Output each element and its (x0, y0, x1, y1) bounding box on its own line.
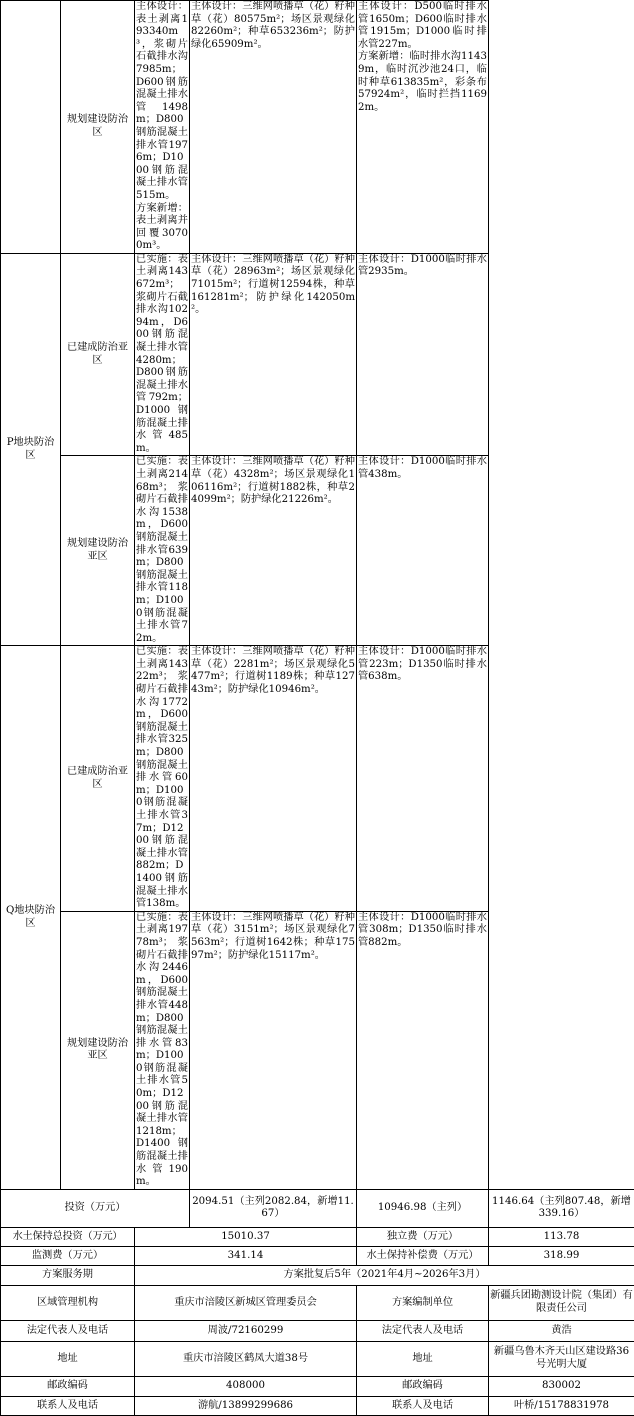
zone-cell-q: Q地块防治区 (1, 646, 61, 1190)
temporary-measures-cell: 主体设计：D1000临时排水管223m；D1350临时排水管638m。 (357, 646, 489, 911)
compensation-fee-label: 水土保持补偿费（万元） (357, 1246, 489, 1265)
postcode-value: 408000 (135, 1376, 357, 1396)
service-period-value: 方案批复后5年（2021年4月~2026年3月） (135, 1265, 634, 1285)
investment-row (1, 1189, 634, 1227)
plant-measures-cell: 主体设计：三维网喷播草（花）籽种草（花）2281m²；场区景观绿化5477m²；行道树1189株；种草12743m²；防护绿化10946m²。 (190, 646, 357, 911)
total-investment-label: 水土保持总投资（万元） (1, 1227, 135, 1246)
management-org-label: 区域管理机构 (1, 1285, 135, 1320)
subzone-cell: 已建成防治亚区 (61, 646, 135, 911)
contact-row (1, 1320, 634, 1341)
plant-measures-cell: 主体设计：三维网喷播草（花）籽种草（花）3151m²；场区景观绿化7563m²；行道树1642株；种草17597m²；防护绿化15117m²。 (190, 911, 357, 1189)
postcode-label-2: 邮政编码 (357, 1376, 489, 1396)
plan-author-label: 方案编制单位 (357, 1285, 489, 1320)
engineering-measures-text: 主体设计：表土剥离193340m³，浆砌片石截排水沟7985m；D600钢筋混凝土排水管1498m；D800钢筋混凝土排水管1976m；D1000钢筋混凝土排水管515m。 (136, 1, 188, 203)
plant-measures-cell: 主体设计：三维网喷播草（花）籽种草（花）4328m²；场区景观绿化106116m²；行道树1882株，种草24099m²；防护绿化21226m²。 (190, 456, 357, 646)
address-label: 地址 (1, 1341, 135, 1376)
subzone-cell: 规划建设防治区 (61, 1, 135, 254)
zone-cell-empty (1, 1, 61, 254)
subzone-cell: 规划建设防治亚区 (61, 911, 135, 1189)
independent-fee-value: 113.78 (489, 1227, 634, 1246)
contact-person-value: 游航/13899299686 (135, 1396, 357, 1415)
management-org-value: 重庆市涪陵区新城区管理委员会 (135, 1285, 357, 1320)
investment-temporary: 1146.64（主列807.48，新增339.16） (489, 1189, 634, 1227)
contact-row (1, 1285, 634, 1320)
service-period-label: 方案服务期 (1, 1265, 135, 1285)
contact-row (1, 1376, 634, 1396)
engineering-measures-cell: 已实施：表土剥离143672m³；浆砌片石截排水沟10294m，D600钢筋混凝土排水管4280m；D800钢筋混凝土排水管792m；D1000钢筋混凝土排水管485m。 (135, 253, 190, 456)
postcode-label: 邮政编码 (1, 1376, 135, 1396)
table-row (1, 253, 634, 456)
investment-engineering: 2094.51（主列2082.84，新增11.67） (190, 1189, 357, 1227)
address-value: 重庆市涪陵区鹤凤大道38号 (135, 1341, 357, 1376)
address-value-2: 新疆乌鲁木齐天山区建设路36号光明大厦 (489, 1341, 634, 1376)
legal-rep-value: 周波/72160299 (135, 1320, 357, 1341)
legal-rep-value-2: 黄浩 (489, 1320, 634, 1341)
compensation-fee-value: 318.99 (489, 1246, 634, 1265)
total-investment-value: 15010.37 (135, 1227, 357, 1246)
table-row (1, 1, 634, 254)
contact-row (1, 1396, 634, 1415)
plant-measures-cell: 主体设计：三维网喷播草（花）籽种草（花）80575m²；场区景观绿化82260m²；种草653236m²；防护绿化65909m²。 (190, 1, 357, 254)
table-row (1, 456, 634, 646)
postcode-value-2: 830002 (489, 1376, 634, 1396)
table-row (1, 911, 634, 1189)
table-row (1, 646, 634, 911)
contact-row (1, 1341, 634, 1376)
engineering-new-measures-text: 方案新增：表土剥离并回覆30700m³。 (136, 203, 188, 253)
monitoring-row (1, 1246, 634, 1265)
monitoring-fee-value: 341.14 (135, 1246, 357, 1265)
legal-rep-label: 法定代表人及电话 (1, 1320, 135, 1341)
zone-cell-p: P地块防治区 (1, 253, 61, 645)
total-investment-row (1, 1227, 634, 1246)
engineering-measures-cell: 已实施：表土剥离14322m³；浆砌片石截排水沟1772m，D600钢筋混凝土排水管325m；D800钢筋混凝土排水管60m；D1000钢筋混凝土排水管37m；D1200钢筋混凝土排水管882m；D1400钢筋混凝土排水管138m。 (135, 646, 190, 911)
engineering-measures-cell: 已实施：表土剥离19778m³；浆砌片石截排水沟2446m，D600钢筋混凝土排水管448m；D800钢筋混凝土排水管83m；D1000钢筋混凝土排水管50m；D1200钢筋混凝土排水管1218m；D1400钢筋混凝土排水管190m。 (135, 911, 190, 1189)
temporary-measures-cell: 主体设计：D1000临时排水管2935m。 (357, 253, 489, 456)
plan-author-value: 新疆兵团勘测设计院（集团）有限责任公司 (489, 1285, 634, 1320)
contact-person-label: 联系人及电话 (1, 1396, 135, 1415)
temporary-measures-cell: 主体设计：D1000临时排水管308m；D1350临时排水管882m。 (357, 911, 489, 1189)
contact-person-value-2: 叶桥/15178831978 (489, 1396, 634, 1415)
engineering-measures-cell: 已实施：表土剥离21468m³；浆砌片石截排水沟1538m，D600钢筋混凝土排水管639m；D800钢筋混凝土排水管118m；D1000钢筋混凝土排水管72m。 (135, 456, 190, 646)
independent-fee-label: 独立费（万元） (357, 1227, 489, 1246)
investment-plant: 10946.98（主列） (357, 1189, 489, 1227)
temporary-new-measures-text: 方案新增：临时排水沟11439m，临时沉沙池24口，临时种草613835m²，彩条布57924m²，临时拦挡11692m。 (358, 51, 487, 114)
monitoring-fee-label: 监测费（万元） (1, 1246, 135, 1265)
engineering-measures-cell (135, 1, 190, 254)
subzone-cell: 规划建设防治亚区 (61, 456, 135, 646)
plant-measures-cell: 主体设计：三维网喷播草（花）籽种草（花）28963m²；场区景观绿化71015m²；行道树12594株，种草161281m²；防护绿化142050m²。 (190, 253, 357, 456)
service-period-row (1, 1265, 634, 1285)
subzone-cell: 已建成防治亚区 (61, 253, 135, 456)
temporary-measures-cell (357, 1, 489, 254)
contact-person-label-2: 联系人及电话 (357, 1396, 489, 1415)
temporary-measures-cell: 主体设计：D1000临时排水管438m。 (357, 456, 489, 646)
investment-label: 投资（万元） (1, 1189, 190, 1227)
address-label-2: 地址 (357, 1341, 489, 1376)
temporary-measures-text: 主体设计：D500临时排水管1650m；D600临时排水管1915m；D1000临时排水管227m。 (358, 1, 487, 51)
legal-rep-label-2: 法定代表人及电话 (357, 1320, 489, 1341)
